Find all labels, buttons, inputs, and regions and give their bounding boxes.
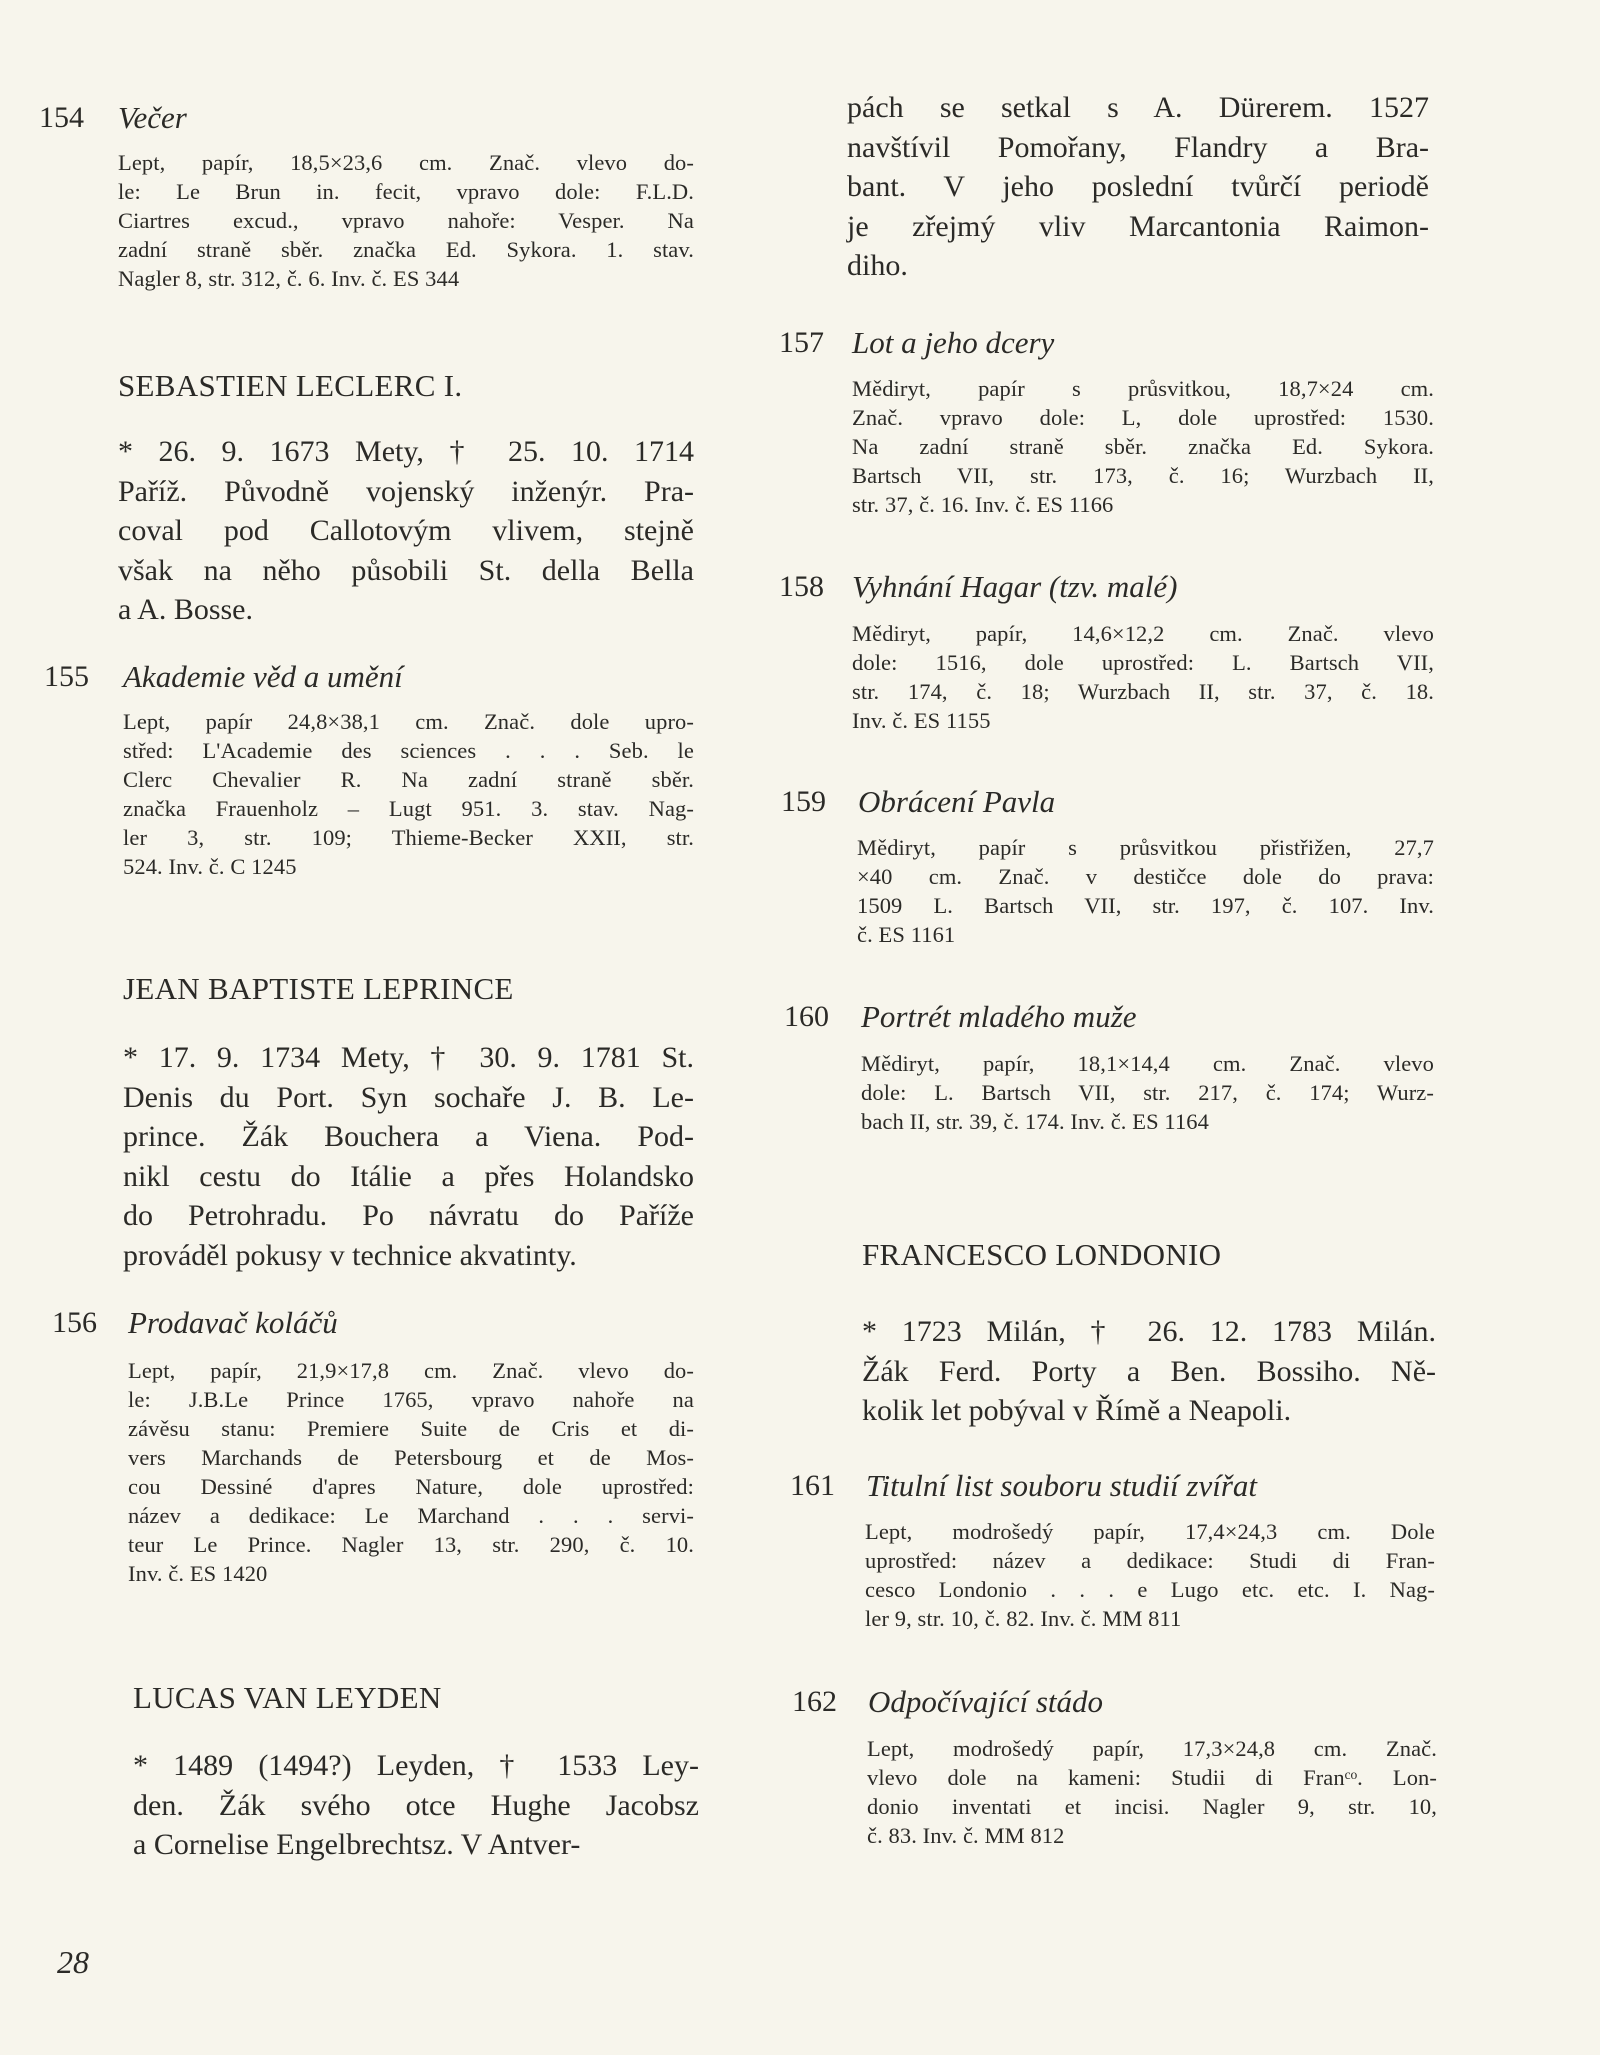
text-line: 1509 L. Bartsch VII, str. 197, č. 107. Inv.	[857, 893, 1434, 918]
entry-number: 160	[784, 1000, 829, 1033]
entry-number: 155	[44, 660, 89, 693]
text-line: Znač. vpravo dole: L, dole uprostřed: 1530.	[852, 405, 1434, 430]
entry-description	[118, 148, 694, 293]
text-line: pách se setkal s A. Dürerem. 1527	[847, 91, 1429, 124]
entry-title: Portrét mladého muže	[861, 999, 1137, 1034]
entry-title: Titulní list souboru studií zvířat	[866, 1468, 1258, 1503]
text-line: teur Le Prince. Nagler 13, str. 290, č. 10.	[128, 1532, 694, 1557]
text-line: str. 37, č. 16. Inv. č. ES 1166	[852, 492, 1114, 517]
text-line: ler 3, str. 109; Thieme-Becker XXII, str.	[123, 825, 694, 850]
text-line: ×40 cm. Znač. v destičce dole do prava:	[857, 864, 1434, 889]
artist-name: JEAN BAPTISTE LEPRINCE	[123, 971, 514, 1006]
text-line: značka Frauenholz – Lugt 951. 3. stav. Nag-	[123, 796, 694, 821]
entry-description	[123, 707, 694, 881]
text-line: Lept, papír, 21,9×17,8 cm. Znač. vlevo do-	[128, 1358, 694, 1383]
text-line: * 26. 9. 1673 Mety, † 25. 10. 1714	[118, 435, 694, 468]
text-line: Lept, papír 24,8×38,1 cm. Znač. dole upro-	[123, 709, 694, 734]
text-line: Mědiryt, papír, 18,1×14,4 cm. Znač. vlevo	[861, 1051, 1434, 1076]
entry-number: 162	[792, 1685, 837, 1718]
text-line: Paříž. Původně vojenský inženýr. Pra-	[118, 474, 694, 508]
entry-number: 156	[52, 1306, 97, 1339]
text-line: 524. Inv. č. C 1245	[123, 854, 297, 879]
text-line: Žák Ferd. Porty a Ben. Bossiho. Ně-	[862, 1354, 1436, 1388]
text-line: * 1489 (1494?) Leyden, † 1533 Ley-	[133, 1749, 699, 1782]
text-line: č. ES 1161	[857, 922, 956, 947]
entry-description	[852, 619, 1434, 735]
artist-name: FRANCESCO LONDONIO	[862, 1237, 1222, 1272]
text-line: kolik let pobýval v Římě a Neapoli.	[862, 1394, 1292, 1427]
text-line: Nagler 8, str. 312, č. 6. Inv. č. ES 344	[118, 266, 460, 291]
text-line: Lept, modrošedý papír, 17,4×24,3 cm. Dole	[865, 1519, 1435, 1544]
artist-biography	[133, 1746, 699, 1865]
artist-biography	[862, 1312, 1436, 1431]
text-line: dole: L. Bartsch VII, str. 217, č. 174; Wurz-	[861, 1080, 1434, 1105]
text-line: Inv. č. ES 1420	[128, 1561, 268, 1586]
entry-number: 158	[779, 570, 824, 603]
text-line: však na něho působili St. della Bella	[118, 553, 694, 587]
text-line: le: Le Brun in. fecit, vpravo dole: F.L.D.	[118, 179, 694, 204]
text-line: Mědiryt, papír s průsvitkou, 18,7×24 cm.	[852, 376, 1434, 401]
entry-description	[861, 1049, 1434, 1136]
text-line: le: J.B.Le Prince 1765, vpravo nahoře na	[128, 1387, 694, 1412]
text-line: dole: 1516, dole uprostřed: L. Bartsch VII,	[852, 650, 1434, 675]
text-line: vlevo dole na kameni: Studii di Franᶜᵒ. Lon-	[867, 1765, 1437, 1790]
entry-description	[867, 1734, 1437, 1850]
entry-title: Lot a jeho dcery	[852, 325, 1055, 360]
entry-description	[857, 833, 1434, 949]
text-line: Mědiryt, papír s průsvitkou přistřižen, 27,7	[857, 835, 1434, 860]
entry-number: 157	[779, 326, 824, 359]
text-line: prováděl pokusy v technice akvatinty.	[123, 1238, 577, 1272]
text-line: střed: L'Academie des sciences . . . Seb. le	[123, 738, 694, 763]
artist-biography	[123, 1038, 694, 1275]
text-line: Na zadní straně sběr. značka Ed. Sykora.	[852, 434, 1434, 459]
artist-name: SEBASTIEN LECLERC I.	[118, 368, 463, 403]
entry-number: 161	[790, 1469, 835, 1502]
text-line: donio inventati et incisi. Nagler 9, str. 10,	[867, 1794, 1437, 1819]
text-line: navštívil Pomořany, Flandry a Bra-	[847, 130, 1429, 164]
text-line: č. 83. Inv. č. MM 812	[867, 1823, 1065, 1848]
text-line: Lept, modrošedý papír, 17,3×24,8 cm. Znač.	[867, 1736, 1437, 1761]
entry-title: Akademie věd a umění	[123, 659, 403, 694]
text-line: Denis du Port. Syn sochaře J. B. Le-	[123, 1080, 694, 1114]
text-line: str. 174, č. 18; Wurzbach II, str. 37, č. 18.	[852, 679, 1434, 704]
text-line: zadní straně sběr. značka Ed. Sykora. 1. stav.	[118, 237, 694, 262]
text-line: cou Dessiné d'apres Nature, dole uprostřed:	[128, 1474, 694, 1499]
entry-description	[852, 374, 1434, 519]
text-line: Lept, papír, 18,5×23,6 cm. Znač. vlevo do-	[118, 150, 694, 175]
text-line: diho.	[847, 249, 908, 282]
entry-description	[865, 1517, 1435, 1633]
text-line: a A. Bosse.	[118, 593, 253, 626]
text-line: den. Žák svého otce Hughe Jacobsz	[133, 1788, 699, 1822]
text-line: prince. Žák Bouchera a Viena. Pod-	[123, 1120, 694, 1153]
text-line: název a dedikace: Le Marchand . . . servi-	[128, 1503, 694, 1528]
text-line: vers Marchands de Petersbourg et de Mos-	[128, 1445, 694, 1470]
text-line: bach II, str. 39, č. 174. Inv. č. ES 1164	[861, 1109, 1209, 1134]
text-line: nikl cestu do Itálie a přes Holandsko	[123, 1159, 694, 1193]
text-line: bant. V jeho poslední tvůrčí periodě	[847, 170, 1429, 203]
entry-title: Večer	[118, 100, 187, 135]
text-line: Clerc Chevalier R. Na zadní straně sběr.	[123, 767, 694, 792]
text-line: Bartsch VII, str. 173, č. 16; Wurzbach II,	[852, 463, 1434, 488]
text-line: Inv. č. ES 1155	[852, 708, 991, 733]
text-line: * 1723 Milán, † 26. 12. 1783 Milán.	[862, 1315, 1436, 1348]
entry-title: Odpočívající stádo	[868, 1684, 1104, 1719]
text-line: do Petrohradu. Po návratu do Paříže	[123, 1199, 694, 1232]
entry-title: Vyhnání Hagar (tzv. malé)	[852, 569, 1178, 604]
entry-title: Prodavač koláčů	[128, 1305, 338, 1340]
text-line: a Cornelise Engelbrechtsz. V Antver-	[133, 1828, 581, 1861]
entry-title: Obrácení Pavla	[858, 784, 1056, 819]
text-line: uprostřed: název a dedikace: Studi di Fran-	[865, 1548, 1435, 1573]
artist-name: LUCAS VAN LEYDEN	[133, 1680, 442, 1715]
text-line: cesco Londonio . . . e Lugo etc. etc. I. Nag-	[865, 1577, 1435, 1602]
artist-biography-continued	[847, 88, 1429, 286]
page-number: 28	[57, 1944, 89, 1980]
entry-description	[128, 1356, 694, 1588]
text-line: Mědiryt, papír, 14,6×12,2 cm. Znač. vlevo	[852, 621, 1434, 646]
artist-biography	[118, 432, 694, 630]
text-line: závěsu stanu: Premiere Suite de Cris et di-	[128, 1416, 694, 1441]
text-line: je zřejmý vliv Marcantonia Raimon-	[847, 209, 1429, 243]
text-line: ler 9, str. 10, č. 82. Inv. č. MM 811	[865, 1606, 1182, 1631]
text-line: Ciartres excud., vpravo nahoře: Vesper. Na	[118, 208, 694, 233]
entry-number: 159	[781, 785, 826, 818]
text-line: * 17. 9. 1734 Mety, † 30. 9. 1781 St.	[123, 1041, 694, 1074]
entry-number: 154	[39, 101, 84, 134]
text-line: coval pod Callotovým vlivem, stejně	[118, 514, 694, 547]
